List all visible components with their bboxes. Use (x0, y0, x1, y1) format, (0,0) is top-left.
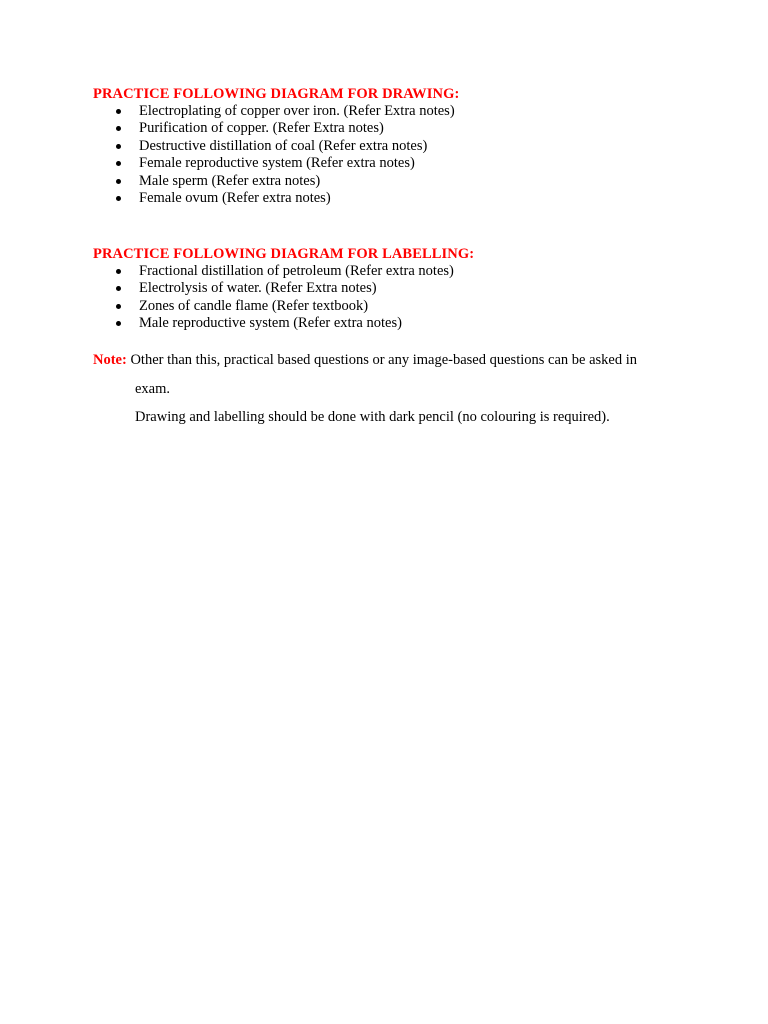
list-item-text: Zones of candle flame (Refer textbook) (139, 297, 369, 314)
list-item-text: Electroplating of copper over iron. (Refer Extra notes) (139, 103, 455, 119)
list-item-text: Electrolysis of water. (Refer Extra notes) (139, 280, 377, 297)
note-paragraph (93, 352, 637, 369)
bullet-icon (116, 196, 121, 201)
list-item-text: Male sperm (Refer extra notes) (139, 172, 321, 189)
list-item-text: Female reproductive system (Refer extra notes) (139, 155, 415, 172)
bullet-icon (116, 161, 121, 166)
bullet-icon (116, 286, 121, 291)
list-item-text: Female ovum (Refer extra notes) (139, 189, 331, 206)
drawing-section-heading: PRACTICE FOLLOWING DIAGRAM FOR DRAWING: (93, 86, 460, 102)
bullet-icon (116, 304, 121, 309)
note-continuation-text: exam. (135, 381, 171, 397)
note-text: Other than this, practical based questions or any image-based questions can be asked in (126, 352, 637, 368)
bullet-icon (116, 126, 121, 131)
bullet-icon (116, 109, 121, 114)
bullet-icon (116, 144, 121, 149)
list-item-text: Fractional distillation of petroleum (Refer extra notes) (139, 263, 454, 279)
list-item-text: Male reproductive system (Refer extra notes) (139, 315, 402, 332)
bullet-icon (116, 269, 121, 274)
note-label: Note: (93, 352, 127, 368)
bullet-icon (116, 179, 121, 184)
list-item-text: Purification of copper. (Refer Extra notes) (139, 120, 384, 137)
labelling-section-heading: PRACTICE FOLLOWING DIAGRAM FOR LABELLING: (93, 246, 475, 262)
bullet-icon (116, 321, 121, 326)
note-instruction-text: Drawing and labelling should be done with dark pencil (no colouring is required). (135, 409, 610, 425)
list-item-text: Destructive distillation of coal (Refer extra notes) (139, 137, 428, 154)
